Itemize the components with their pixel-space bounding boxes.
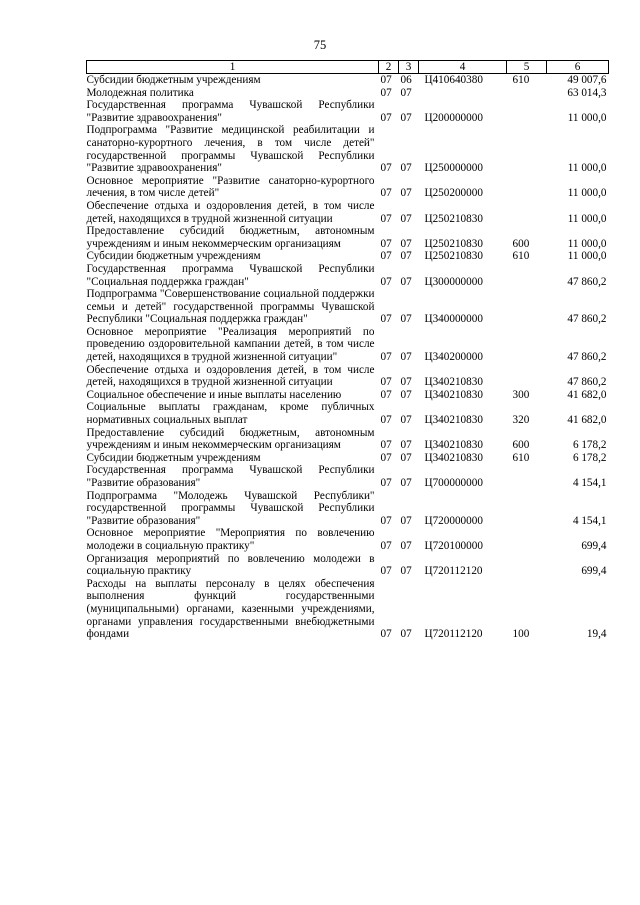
column-header-amount: 6 (547, 61, 609, 74)
row-target-item-cell: Ц250210830 (424, 250, 483, 263)
row-target-item-cell: Ц340210830 (424, 439, 483, 452)
table-row (87, 364, 609, 389)
row-target-item-cell: Ц340210830 (424, 414, 483, 427)
row-target-item-cell: Ц250000000 (424, 162, 483, 175)
row-section-cell: 07 (380, 351, 392, 364)
row-name-cell: Основное мероприятие "Развитие санаторно-курортного лечения, в том числе детей" (86, 174, 375, 200)
column-header-name: 1 (87, 61, 379, 74)
row-expense-type-cell (507, 527, 547, 552)
row-section-cell: 07 (380, 439, 392, 452)
row-target-item-cell (419, 87, 507, 100)
row-name-cell: Подпрограмма "Молодежь Чувашской Республики" государственной программы Чувашской Республики "Развитие образования" (86, 489, 375, 527)
row-target-item-cell: Ц340210830 (424, 376, 483, 389)
table-header (87, 61, 609, 74)
column-header-section: 2 (379, 61, 399, 74)
row-amount-cell: 4 154,1 (572, 514, 607, 527)
table-row (87, 175, 609, 200)
row-name-cell: Предоставление субсидий бюджетным, автономным учреждениям и иным некоммерческим организациям (86, 225, 375, 250)
row-name-cell: Предоставление субсидий бюджетным, автономным учреждениям и иным некоммерческим организациям (86, 426, 375, 452)
row-amount-cell: 11 000,0 (567, 237, 607, 250)
row-section-cell: 07 (380, 388, 392, 401)
row-name-cell: Организация мероприятий по вовлечению молодежи в социальную практику (86, 552, 375, 578)
row-section-cell: 07 (380, 111, 392, 124)
column-header-target-item: 4 (419, 61, 507, 74)
row-expense-type-cell (507, 464, 547, 489)
table-row (87, 452, 609, 465)
row-amount-cell: 47 860,2 (567, 275, 607, 288)
row-section-cell: 07 (380, 628, 392, 641)
row-target-item-cell: Ц410640380 (424, 74, 483, 86)
row-section-cell: 07 (380, 86, 392, 99)
row-expense-type-cell (507, 490, 547, 528)
row-target-item-cell: Ц720112120 (424, 628, 483, 641)
table-row (87, 87, 609, 100)
row-amount-cell: 47 860,2 (567, 351, 607, 364)
row-expense-type-cell (507, 553, 547, 578)
row-section-cell: 07 (380, 514, 392, 527)
table-row (87, 578, 609, 641)
row-section-cell: 07 (380, 275, 392, 288)
row-amount-cell: 49 007,6 (567, 74, 607, 86)
row-name-cell: Субсидии бюджетным учреждениям (86, 250, 261, 263)
row-subsection-cell: 07 (400, 565, 412, 578)
row-name-cell: Обеспечение отдыха и оздоровления детей, в том числе детей, находящихся в трудной жизненной ситуации (86, 199, 375, 225)
row-subsection-cell: 07 (400, 86, 412, 99)
row-subsection-cell: 07 (400, 388, 412, 401)
row-name-cell: Расходы на выплаты персоналу в целях обеспечения выполнения функций государственными (муниципальными) органами, казенными учреждениями, органами управления государственными внебюджетными фондами (86, 577, 375, 641)
row-name-cell: Подпрограмма "Совершенствование социальной поддержки семьи и детей" государственной программы Чувашской Республики "Социальная поддержка граждан" (86, 288, 375, 326)
table-row (87, 263, 609, 288)
row-amount-cell: 11 000,0 (567, 250, 607, 263)
row-amount-cell: 11 000,0 (567, 187, 607, 200)
row-expense-type-cell: 610 (512, 74, 530, 86)
row-name-cell: Основное мероприятие "Мероприятия по вовлечению молодежи в социальную практику" (86, 527, 375, 552)
row-section-cell: 07 (380, 414, 392, 427)
table-row (87, 490, 609, 528)
row-subsection-cell: 07 (400, 237, 412, 250)
table-row (87, 389, 609, 402)
row-section-cell: 07 (380, 477, 392, 489)
table-body (87, 74, 609, 641)
row-section-cell: 07 (380, 539, 392, 552)
row-amount-cell: 41 682,0 (567, 414, 607, 427)
row-subsection-cell: 07 (400, 351, 412, 364)
table-row (87, 464, 609, 489)
row-target-item-cell: Ц250200000 (424, 187, 483, 200)
row-amount-cell: 41 682,0 (567, 388, 607, 401)
table-row (87, 74, 609, 87)
row-expense-type-cell: 610 (512, 451, 530, 464)
row-amount-cell: 6 178,2 (572, 451, 607, 464)
row-target-item-cell: Ц300000000 (424, 275, 483, 288)
row-amount-cell: 11 000,0 (567, 212, 607, 225)
row-expense-type-cell: 610 (512, 250, 530, 263)
row-name-cell: Социальные выплаты гражданам, кроме публичных нормативных социальных выплат (86, 401, 375, 427)
row-subsection-cell: 07 (400, 376, 412, 389)
column-header-subsection: 3 (399, 61, 419, 74)
budget-table (86, 60, 609, 641)
row-name-cell: Социальное обеспечение и иные выплаты населению (86, 388, 342, 401)
row-subsection-cell: 07 (400, 162, 412, 175)
row-subsection-cell: 07 (400, 250, 412, 263)
page-number: 75 (313, 38, 327, 52)
row-subsection-cell: 07 (400, 313, 412, 326)
table-row (87, 225, 609, 250)
header-row (87, 61, 609, 74)
row-target-item-cell: Ц340210830 (424, 451, 483, 464)
row-expense-type-cell (507, 326, 547, 364)
row-expense-type-cell (507, 87, 547, 100)
row-target-item-cell: Ц250210830 (424, 212, 483, 225)
row-amount-cell: 699,4 (581, 539, 607, 552)
row-target-item-cell: Ц340200000 (424, 351, 483, 364)
row-subsection-cell: 07 (400, 514, 412, 527)
row-expense-type-cell: 600 (512, 439, 530, 452)
row-subsection-cell: 07 (400, 187, 412, 200)
row-subsection-cell: 07 (400, 212, 412, 225)
row-amount-cell: 19,4 (586, 628, 607, 641)
row-section-cell: 07 (380, 565, 392, 578)
row-subsection-cell: 07 (400, 477, 412, 489)
row-subsection-cell: 07 (400, 111, 412, 124)
row-target-item-cell: Ц720112120 (424, 565, 483, 578)
row-expense-type-cell (507, 175, 547, 200)
row-expense-type-cell: 600 (512, 237, 530, 250)
table-row (87, 553, 609, 578)
table-row (87, 250, 609, 263)
row-amount-cell: 47 860,2 (567, 313, 607, 326)
row-target-item-cell: Ц720000000 (424, 514, 483, 527)
table-row (87, 527, 609, 552)
row-name-cell: Государственная программа Чувашской Республики "Развитие здравоохранения" (86, 99, 375, 124)
row-target-item-cell: Ц700000000 (424, 477, 483, 489)
row-section-cell: 07 (380, 187, 392, 200)
row-amount-cell: 4 154,1 (572, 477, 607, 489)
row-section-cell: 07 (380, 451, 392, 464)
row-amount-cell: 47 860,2 (567, 376, 607, 389)
table-row (87, 427, 609, 452)
row-name-cell: Государственная программа Чувашской Республики "Развитие образования" (86, 464, 375, 489)
row-section-cell: 07 (380, 212, 392, 225)
row-expense-type-cell (507, 288, 547, 326)
row-section-cell: 07 (380, 376, 392, 389)
row-subsection-cell: 07 (400, 439, 412, 452)
column-header-expense-type: 5 (507, 61, 547, 74)
row-name-cell: Основное мероприятие "Реализация мероприятий по проведению оздоровительной кампании детей, в том числе детей, находящихся в трудной жизненной ситуации" (86, 325, 375, 364)
row-expense-type-cell (507, 99, 547, 124)
row-name-cell: Подпрограмма "Развитие медицинской реабилитации и санаторно-курортного лечения, в том числе детей" государственной программы Чувашской Республики "Развитие здравоохранения" (86, 124, 375, 175)
row-section-cell: 07 (380, 237, 392, 250)
table-row (87, 401, 609, 426)
row-target-item-cell: Ц720100000 (424, 539, 483, 552)
row-name-cell: Субсидии бюджетным учреждениям (86, 451, 261, 464)
row-subsection-cell: 07 (400, 539, 412, 552)
row-target-item-cell: Ц200000000 (424, 111, 483, 124)
row-subsection-cell: 07 (400, 628, 412, 641)
row-target-item-cell: Ц250210830 (424, 237, 483, 250)
row-expense-type-cell: 300 (512, 388, 530, 401)
row-section-cell: 07 (380, 74, 392, 86)
row-expense-type-cell (507, 263, 547, 288)
row-name-cell: Государственная программа Чувашской Республики "Социальная поддержка граждан" (86, 262, 375, 288)
row-name-cell: Обеспечение отдыха и оздоровления детей, в том числе детей, находящихся в трудной жизненной ситуации (86, 363, 375, 389)
row-section-cell: 07 (380, 162, 392, 175)
table-row (87, 288, 609, 326)
row-expense-type-cell (507, 364, 547, 389)
row-section-cell: 07 (380, 250, 392, 263)
row-amount-cell: 11 000,0 (567, 111, 607, 124)
row-expense-type-cell: 320 (512, 414, 530, 427)
row-name-cell: Субсидии бюджетным учреждениям (86, 74, 261, 86)
row-expense-type-cell (507, 200, 547, 225)
row-target-item-cell: Ц340210830 (424, 388, 483, 401)
row-subsection-cell: 06 (400, 74, 412, 86)
table-row (87, 326, 609, 364)
row-section-cell: 07 (380, 313, 392, 326)
row-name-cell: Молодежная политика (86, 86, 194, 99)
row-amount-cell: 63 014,3 (567, 86, 607, 99)
table-row (87, 124, 609, 174)
row-amount-cell: 11 000,0 (567, 162, 607, 175)
row-expense-type-cell: 100 (512, 628, 530, 641)
row-subsection-cell: 07 (400, 414, 412, 427)
row-subsection-cell: 07 (400, 275, 412, 288)
row-expense-type-cell (507, 124, 547, 174)
row-target-item-cell: Ц340000000 (424, 313, 483, 326)
row-amount-cell: 699,4 (581, 565, 607, 578)
table-row (87, 200, 609, 225)
table-row (87, 99, 609, 124)
row-amount-cell: 6 178,2 (572, 439, 607, 452)
row-subsection-cell: 07 (400, 451, 412, 464)
